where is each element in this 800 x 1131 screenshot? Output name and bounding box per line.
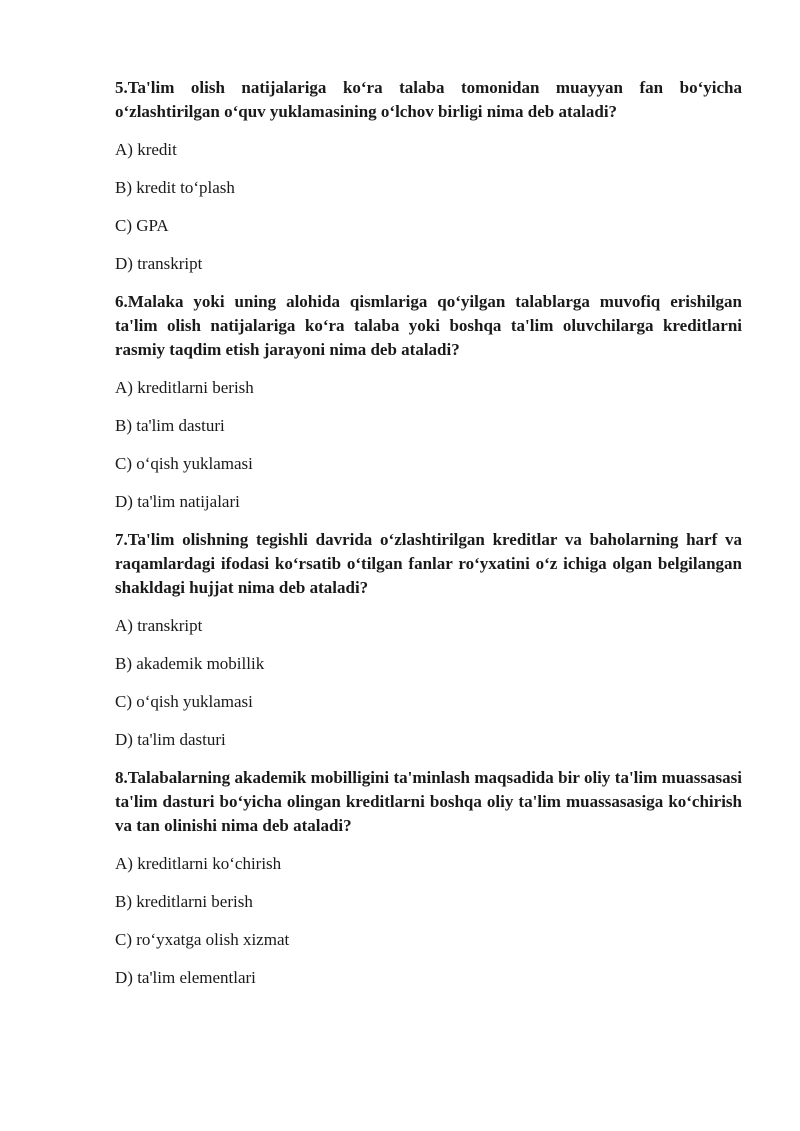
- answer-option-d: D) ta'lim elementlari: [115, 968, 256, 987]
- question-block-7: [115, 528, 742, 752]
- answer-option-a: A) kreditlarni ko‘chirish: [115, 854, 282, 873]
- question-block-8: [115, 766, 742, 990]
- answer-option-b: B) akademik mobillik: [115, 654, 265, 673]
- question-block-5: [115, 76, 742, 276]
- answer-option-a: A) kreditlarni berish: [115, 378, 254, 397]
- answer-option-b: B) kredit to‘plash: [115, 178, 235, 197]
- answer-option-c: C) o‘qish yuklamasi: [115, 454, 253, 473]
- answer-option-d: D) transkript: [115, 254, 203, 273]
- question-text: 7.Ta'lim olishning tegishli davrida o‘zlashtirilgan kreditlar va baholarning harf va raqamlardagi ifodasi ko‘rsatib o‘tilgan fanlar ro‘yxatini o‘z ichiga olgan belgilangan shakldagi hujjat nima deb ataladi?: [115, 530, 742, 597]
- answer-option-c: C) GPA: [115, 216, 169, 235]
- question-text: 8.Talabalarning akademik mobilligini ta'minlash maqsadida bir oliy ta'lim muassasasi ta'lim dasturi bo‘yicha olingan kreditlarni boshqa oliy ta'lim muassasasiga ko‘chirish va tan olinishi nima deb ataladi?: [115, 768, 742, 835]
- answer-option-d: D) ta'lim natijalari: [115, 492, 240, 511]
- answer-option-c: C) ro‘yxatga olish xizmat: [115, 930, 290, 949]
- answer-option-d: D) ta'lim dasturi: [115, 730, 226, 749]
- question-block-6: [115, 290, 742, 514]
- answer-option-c: C) o‘qish yuklamasi: [115, 692, 253, 711]
- answer-option-a: A) transkript: [115, 616, 203, 635]
- answer-option-b: B) kreditlarni berish: [115, 892, 253, 911]
- answer-option-a: A) kredit: [115, 140, 177, 159]
- answer-option-b: B) ta'lim dasturi: [115, 416, 225, 435]
- question-text: 5.Ta'lim olish natijalariga ko‘ra talaba tomonidan muayyan fan bo‘yicha o‘zlashtirilgan o‘quv yuklamasining o‘lchov birligi nima deb ataladi?: [115, 78, 742, 121]
- document-page: [115, 76, 742, 1004]
- question-text: 6.Malaka yoki uning alohida qismlariga qo‘yilgan talablarga muvofiq erishilgan ta'lim olish natijalariga ko‘ra talaba yoki boshqa ta'lim oluvchilarga kreditlarni rasmiy taqdim etish jarayoni nima deb ataladi?: [115, 292, 742, 359]
